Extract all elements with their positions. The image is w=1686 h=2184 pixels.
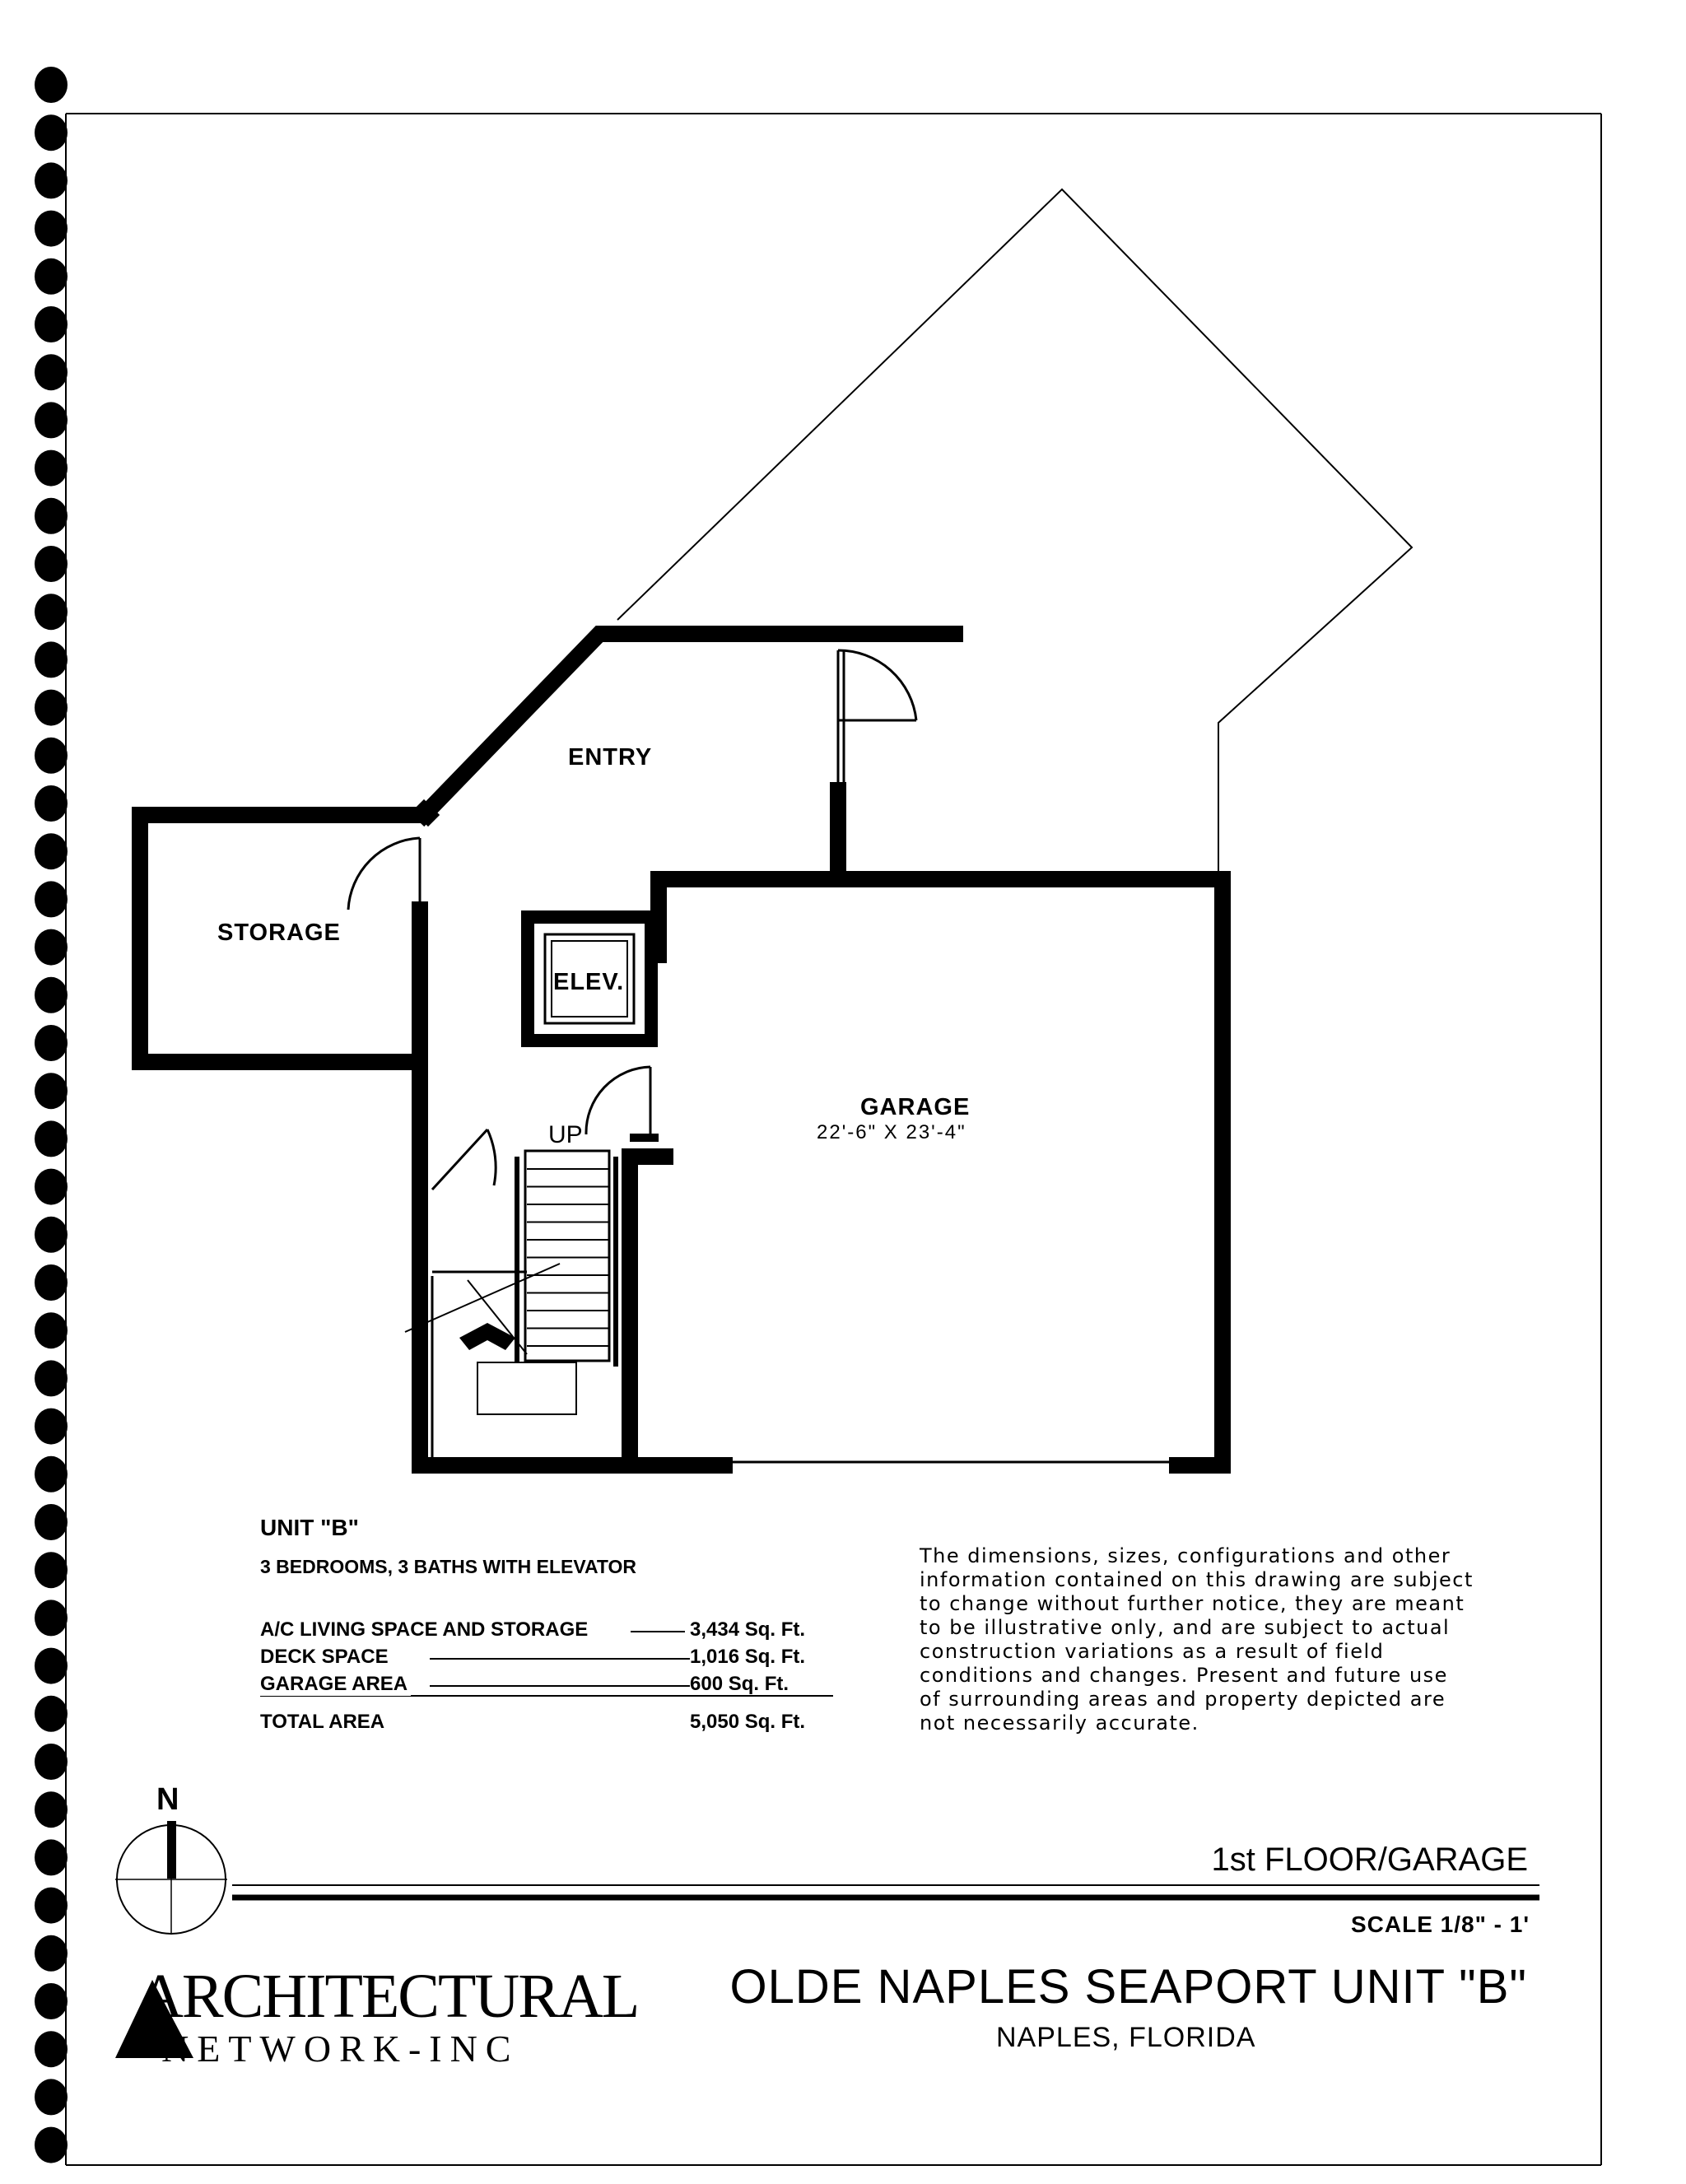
title-block-rule [232,1885,1539,1898]
binding-hole [35,1552,68,1588]
area-value: 600 Sq. Ft. [690,1673,789,1695]
binding-hole [35,1456,68,1492]
binding-hole [35,1696,68,1732]
binding-hole [35,833,68,869]
binding-hole [35,1983,68,2019]
area-value: 3,434 Sq. Ft. [690,1618,806,1641]
binding-hole [35,2031,68,2067]
disclaimer-text [920,1544,1512,1735]
binding-hole [35,1169,68,1205]
binding-hole [35,1120,68,1157]
binding-hole [35,1600,68,1636]
north-label: N [156,1782,179,1817]
disclaimer-line: The dimensions, sizes, configurations and other [920,1544,1451,1567]
total-value: 5,050 Sq. Ft. [690,1711,806,1733]
binding-hole [35,2127,68,2163]
binding-hole [35,1025,68,1061]
binding-hole [35,1217,68,1253]
deck-outline [617,189,1412,873]
binding-hole [35,1935,68,1972]
garage-dimensions: 22'-6" X 23'-4" [817,1121,966,1143]
binding-hole [35,1744,68,1780]
area-label: DECK SPACE [260,1646,392,1669]
disclaimer-line: construction variations as a result of field [920,1640,1385,1663]
unit-subtitle: 3 BEDROOMS, 3 BATHS WITH ELEVATOR [260,1556,637,1577]
binding-hole [35,1888,68,1924]
area-row-total [260,1711,833,1739]
disclaimer-line: of surrounding areas and property depicted are [920,1688,1446,1711]
binding-hole [35,67,68,103]
binding-hole [35,258,68,295]
floor-label: 1st FLOOR/GARAGE [1211,1842,1528,1878]
binding-hole [35,450,68,487]
disclaimer-line: information contained on this drawing are subject [920,1568,1474,1591]
binding-hole [35,1791,68,1828]
disclaimer-line: to change without further notice, they are meant [920,1592,1465,1615]
binding-hole [35,738,68,774]
binding-hole [35,354,68,390]
binding-hole [35,498,68,534]
project-location: NAPLES, FLORIDA [996,2022,1256,2053]
north-arrow-icon [115,1821,227,1935]
area-row-living [260,1618,833,1646]
binding-hole [35,1264,68,1301]
binding-hole [35,1409,68,1445]
room-label-storage: STORAGE [217,920,341,946]
project-title: OLDE NAPLES SEAPORT UNIT "B" [729,1960,1527,2014]
binding-hole [35,2079,68,2115]
disclaimer-line: conditions and changes. Present and future use [920,1664,1448,1687]
area-row-garage [260,1673,833,1701]
binding-hole [35,641,68,678]
unit-title: UNIT "B" [260,1515,359,1540]
binding-hole [35,114,68,151]
binding-hole [35,162,68,198]
binding-hole [35,1360,68,1396]
binding-hole [35,1839,68,1875]
binding-hole [35,881,68,917]
room-label-garage: GARAGE [860,1094,971,1120]
logo-line2: NETWORK-INC [161,2028,519,2070]
room-label-entry: ENTRY [568,744,653,771]
binding-hole [35,977,68,1013]
binding-hole [35,306,68,342]
binding-hole [35,929,68,966]
walls [140,634,1223,1465]
binding-hole [35,1312,68,1348]
stair-up-label: UP [548,1121,583,1148]
disclaimer-line: not necessarily accurate. [920,1711,1199,1735]
area-value: 1,016 Sq. Ft. [690,1646,806,1668]
room-label-elevator: ELEV. [553,969,625,995]
binding-hole [35,1073,68,1109]
total-label: TOTAL AREA [260,1711,388,1734]
binding-hole [35,1504,68,1540]
area-label: GARAGE AREA [260,1673,411,1696]
binding-hole [35,402,68,438]
binding-hole [35,594,68,630]
binding-hole [35,546,68,582]
binding-hole [35,690,68,726]
binding-hole [35,211,68,247]
scale-label: SCALE 1/8" - 1' [1351,1912,1530,1937]
binding-hole [35,785,68,822]
area-row-deck [260,1646,833,1674]
binding-holes [35,67,68,2163]
stair [405,1138,659,1465]
disclaimer-line: to be illustrative only, and are subject to actual [920,1616,1451,1639]
area-label: A/C LIVING SPACE AND STORAGE [260,1618,591,1641]
binding-hole [35,1648,68,1684]
logo-line1: ARCHITECTURAL [138,1962,639,2031]
